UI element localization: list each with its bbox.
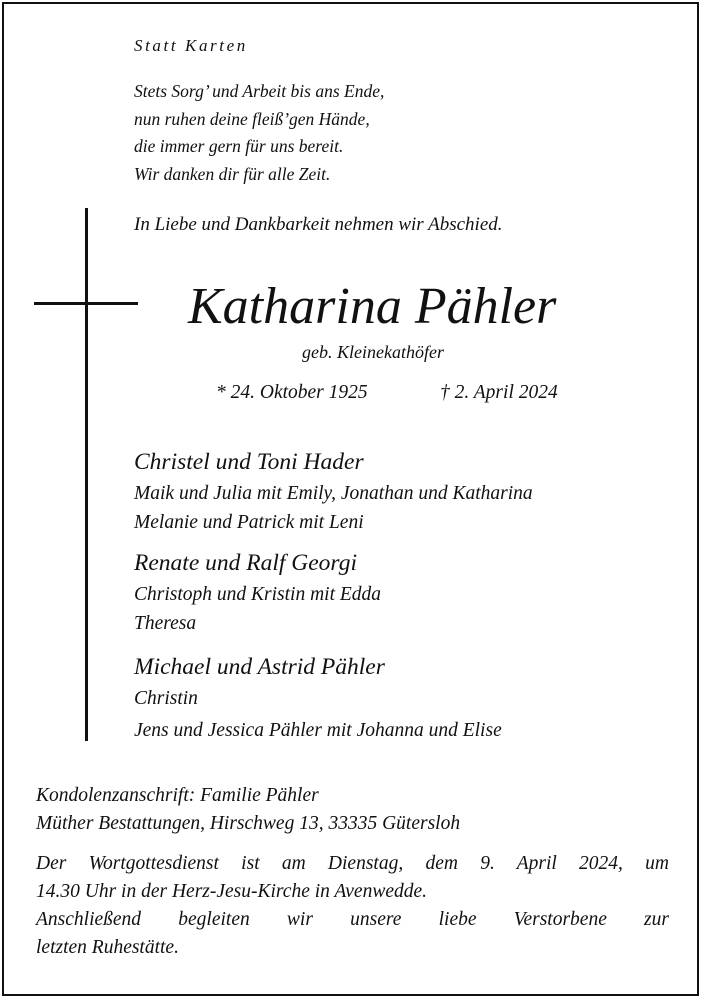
statt-karten-heading: Statt Karten [134, 36, 248, 55]
death-date: † 2. April 2024 [440, 382, 558, 403]
service-info [36, 850, 669, 962]
condolence-line: Müther Bestattungen, Hirschweg 13, 33335 Gütersloh [36, 813, 461, 834]
family-sub-line: Christin [134, 688, 198, 709]
poem-line: nun ruhen deine fleiß’gen Hände, [134, 108, 370, 129]
birth-name: geb. Kleinekathöfer [302, 342, 444, 362]
farewell-text: In Liebe und Dankbarkeit nehmen wir Abschied. [134, 214, 503, 235]
cross-icon-vertical [85, 208, 88, 741]
poem-line: Stets Sorg’ und Arbeit bis ans Ende, [134, 81, 385, 101]
service-line: Anschließend begleiten wir unsere liebe Verstorbene zur [36, 909, 669, 930]
family-main-name: Renate und Ralf Georgi [134, 550, 357, 576]
service-line: letzten Ruhestätte. [36, 937, 179, 958]
family-sub-line: Maik und Julia mit Emily, Jonathan und Katharina [134, 483, 533, 504]
family-sub-line: Christoph und Kristin mit Edda [134, 584, 382, 605]
family-last-line: Jens und Jessica Pähler mit Johanna und Elise [134, 720, 502, 741]
poem [134, 78, 384, 188]
family-main-name: Christel und Toni Hader [134, 449, 364, 475]
family-group [134, 650, 385, 713]
condolence-line: Kondolenzanschrift: Familie Pähler [36, 785, 319, 806]
service-line: Der Wortgottesdienst ist am Dienstag, dem 9. April 2024, um [36, 853, 669, 874]
family-group [134, 546, 381, 638]
service-line: 14.30 Uhr in der Herz-Jesu-Kirche in Avenwedde. [36, 881, 428, 902]
poem-line: Wir danken dir für alle Zeit. [134, 163, 331, 184]
birth-date: * 24. Oktober 1925 [216, 382, 368, 403]
deceased-name: Katharina Pähler [188, 278, 557, 335]
cross-icon-horizontal [34, 302, 138, 305]
condolence-address [36, 782, 460, 838]
family-main-name: Michael und Astrid Pähler [134, 654, 385, 680]
family-sub-line: Melanie und Patrick mit Leni [134, 512, 364, 533]
family-sub-line: Theresa [134, 613, 197, 634]
family-group [134, 445, 533, 537]
poem-line: die immer gern für uns bereit. [134, 136, 344, 156]
